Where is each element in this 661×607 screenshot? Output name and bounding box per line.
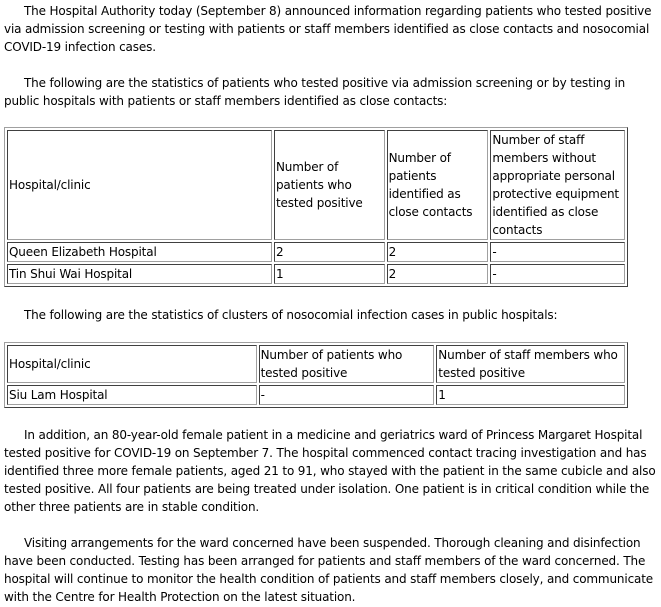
cell-hospital: Queen Elizabeth Hospital — [7, 242, 272, 262]
header-staff-tested-positive: Number of staff members who tested positive — [436, 345, 625, 383]
table-header-row — [7, 130, 625, 240]
cell-staff-close-contacts: - — [490, 264, 625, 284]
ward-arrangements-paragraph: Visiting arrangements for the ward concerned have been suspended. Thorough cleaning and disinfection have been conducted. Testing has been arranged for patients and staff members of the ward concerned. The hospital will continue to monitor the health condition of patients and staff members closely, and communicate with the Centre for Health Protection on the latest situation. — [4, 536, 654, 604]
header-hospital-clinic: Hospital/clinic — [7, 345, 257, 383]
cell-patients-tested-positive: - — [259, 385, 435, 405]
table-header-row — [7, 345, 625, 383]
close-contacts-intro-paragraph: The following are the statistics of patients who tested positive via admission screening or by testing in public hospitals with patients or staff members identified as close contacts: — [4, 76, 626, 108]
princess-margaret-case-paragraph: In addition, an 80-year-old female patient in a medicine and geriatrics ward of Princess Margaret Hospital tested positive for COVID-19 on September 7. The hospital commenced contact tracing investigation and has identified three more female patients, aged 21 to 91, who stayed with the patient in the same cubicle and also tested positive. All four patients are being treated under isolation. One patient is in critical condition while the other three patients are in stable condition. — [4, 428, 656, 514]
header-staff-close-contacts: Number of staff members without appropriate personal protective equipment identified as close contacts — [490, 130, 625, 240]
cell-patients-close-contacts: 2 — [387, 242, 489, 262]
header-patients-tested-positive: Number of patients who tested positive — [274, 130, 385, 240]
cell-hospital: Tin Shui Wai Hospital — [7, 264, 272, 284]
cell-patients-close-contacts: 2 — [387, 264, 489, 284]
header-hospital-clinic: Hospital/clinic — [7, 130, 272, 240]
cell-patients-tested-positive: 2 — [274, 242, 385, 262]
table-row — [7, 242, 625, 262]
cell-patients-tested-positive: 1 — [274, 264, 385, 284]
table-row — [7, 264, 625, 284]
header-patients-close-contacts: Number of patients identified as close contacts — [387, 130, 489, 240]
intro-paragraph: The Hospital Authority today (September 8) announced information regarding patients who tested positive via admission screening or testing with patients or staff members identified as close contacts and nosocomial COVID-19 infection cases. — [4, 4, 652, 54]
nosocomial-intro-paragraph: The following are the statistics of clusters of nosocomial infection cases in public hospitals: — [24, 308, 558, 322]
cell-hospital: Siu Lam Hospital — [7, 385, 257, 405]
nosocomial-clusters-table — [4, 342, 628, 408]
table-row — [7, 385, 625, 405]
close-contacts-table — [4, 127, 628, 287]
cell-staff-tested-positive: 1 — [436, 385, 625, 405]
header-patients-tested-positive: Number of patients who tested positive — [259, 345, 435, 383]
cell-staff-close-contacts: - — [490, 242, 625, 262]
